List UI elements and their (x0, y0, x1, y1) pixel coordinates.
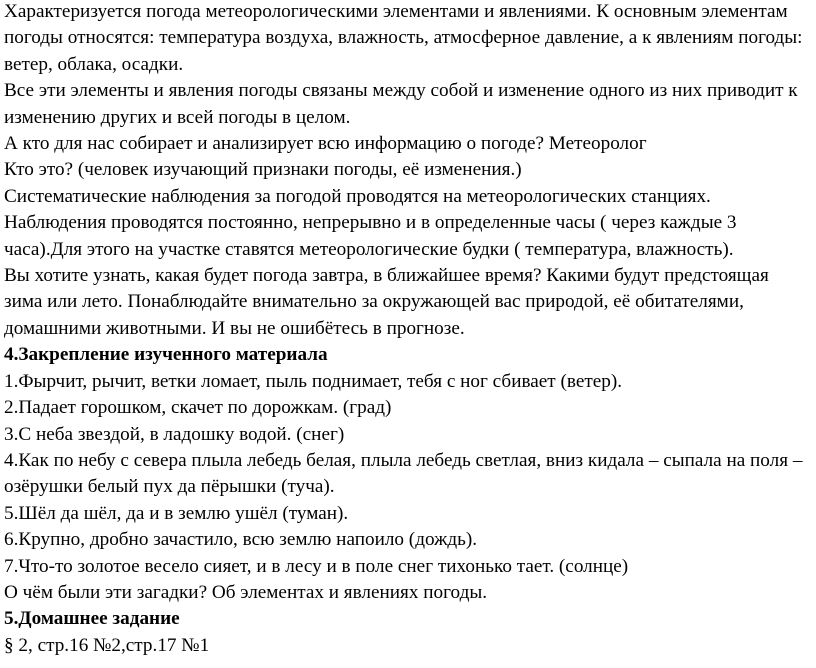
text-line: Вы хотите узнать, какая будет погода завтра, в ближайшее время? Какими будут предстоящая (4, 265, 769, 287)
riddle-line: озёрушки белый пух да пёрышки (туча). (4, 476, 335, 498)
text-line: О чём были эти загадки? Об элементах и явлениях погоды. (4, 581, 488, 603)
section-heading-consolidation: 4.Закрепление изученного материала (4, 344, 328, 366)
section-heading-homework: 5.Домашнее задание (4, 608, 180, 630)
text-line: А кто для нас собирает и анализирует всю информацию о погоде? Метеоролог (4, 133, 647, 155)
riddle-line: 6.Крупно, дробно зачастило, всю землю напоило (дождь). (4, 529, 478, 551)
text-line: погоды относятся: температура воздуха, влажность, атмосферное давление, а к явлениям погоды: (4, 27, 803, 49)
text-line: Характеризуется погода метеорологическими элементами и явлениями. К основным элементам (4, 1, 788, 22)
homework-line: § 2, стр.16 №2,стр.17 №1 (4, 634, 210, 656)
riddle-line: 7.Что-то золотое весело сияет, и в лесу и в поле снег тихонько тает. (солнце) (4, 555, 629, 577)
text-line: зима или лето. Понаблюдайте внимательно за окружающей вас природой, её обитателями, (4, 291, 744, 313)
text-line: Все эти элементы и явления погоды связаны между собой и изменение одного из них приводит к (4, 80, 798, 102)
text-line: Наблюдения проводятся постоянно, непрерывно и в определенные часы ( через каждые 3 (4, 212, 737, 234)
riddle-line: 2.Падает горошком, скачет по дорожкам. (град) (4, 397, 392, 419)
text-line: Систематические наблюдения за погодой проводятся на метеорологических станциях. (4, 185, 711, 207)
text-line: домашними животными. И вы не ошибётесь в прогнозе. (4, 317, 465, 339)
riddle-line: 3.С неба звездой, в ладошку водой. (снег) (4, 423, 345, 445)
riddle-line: 1.Фырчит, рычит, ветки ломает, пыль поднимает, тебя с ног сбивает (ветер). (4, 370, 623, 392)
riddle-line: 5.Шёл да шёл, да и в землю ушёл (туман). (4, 502, 349, 524)
text-line: изменению других и всей погоды в целом. (4, 106, 351, 128)
text-line: часа).Для этого на участке ставятся метеорологические будки ( температура, влажность). (4, 238, 734, 260)
riddle-line: 4.Как по небу с севера плыла лебедь белая, плыла лебедь светлая, вниз кидала – сыпала на поля – (4, 449, 803, 471)
text-line: ветер, облака, осадки. (4, 53, 184, 75)
text-line: Кто это? (человек изучающий признаки погоды, её изменения.) (4, 159, 522, 181)
